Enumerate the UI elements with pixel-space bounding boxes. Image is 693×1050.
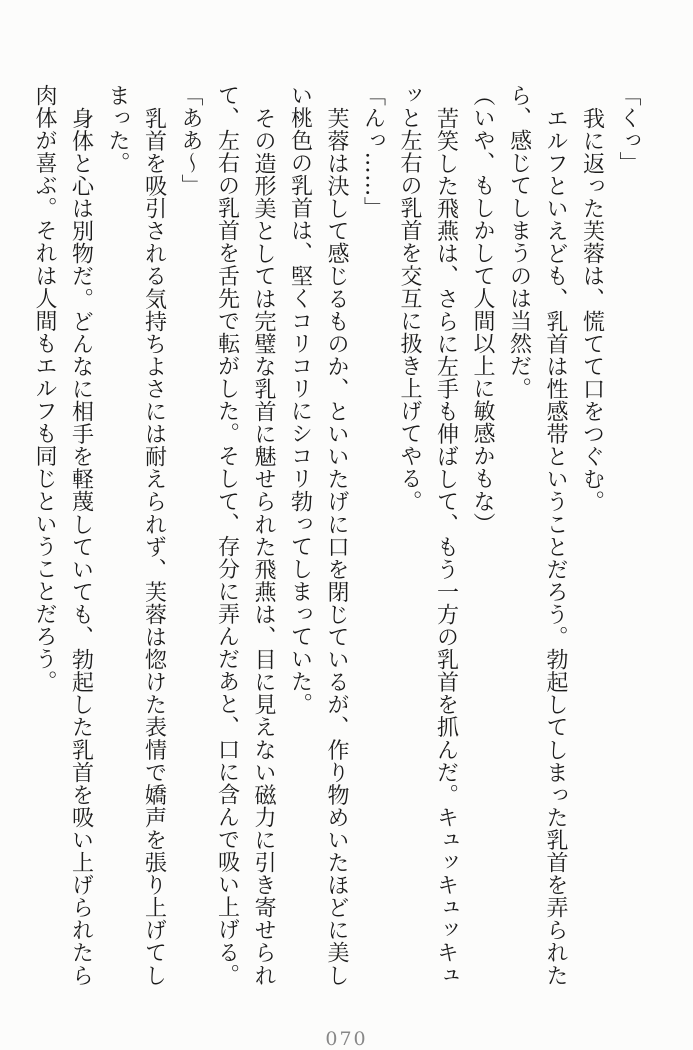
text-line: て、左右の乳首を舌先で転がした。そして、存分に弄んだあと、口に含んで吸い上げる。	[214, 84, 240, 986]
text-line: 乳首を吸引される気持ちよさには耐えられず、芙蓉は惚けた表情で嬌声を張り上げてし	[141, 107, 167, 987]
text-line: 肉体が喜ぶ。それは人間もエルフも同じということだろう。	[32, 84, 57, 693]
text-line: ッと左右の乳首を交互に扱き上げてやる。	[397, 84, 422, 513]
text-line: 芙蓉は決して感じるものか、といいたげに口を閉じているが、作り物めいたほどに美し	[324, 107, 349, 987]
page-number: 070	[325, 1028, 368, 1050]
text-line: その造形美としては完璧な乳首に魅せられた飛燕は、目に見えない磁力に引き寄せられ	[251, 107, 276, 987]
text-line: 我に返った芙蓉は、慌てて口をつぐむ。	[579, 107, 605, 513]
vertical-text-block	[26, 84, 647, 996]
text-line: まった。	[105, 84, 130, 175]
text-line: エルフといえども、乳首は性感帯ということだろう。勃起してしまった乳首を弄られた	[543, 107, 568, 987]
text-line: （いや、もしかして人間以上に敏感かもな）	[470, 84, 495, 535]
text-line: い桃色の乳首は、堅くコリコリにシコリ勃ってしまっていた。	[287, 84, 313, 716]
text-line: 「んっ……」	[360, 84, 386, 220]
text-line: ら、感じてしまうのは当然だ。	[506, 84, 532, 400]
text-line: 身体と心は別物だ。どんなに相手を軽蔑していても、勃起した乳首を吸い上げられたら	[68, 107, 94, 987]
text-line: 「くっ」	[616, 84, 641, 175]
text-line: 苦笑した飛燕は、さらに左手も伸ばして、もう一方の乳首を抓んだ。キュッキュッキュ	[433, 107, 459, 987]
text-line: 「ああ〜」	[178, 84, 203, 197]
